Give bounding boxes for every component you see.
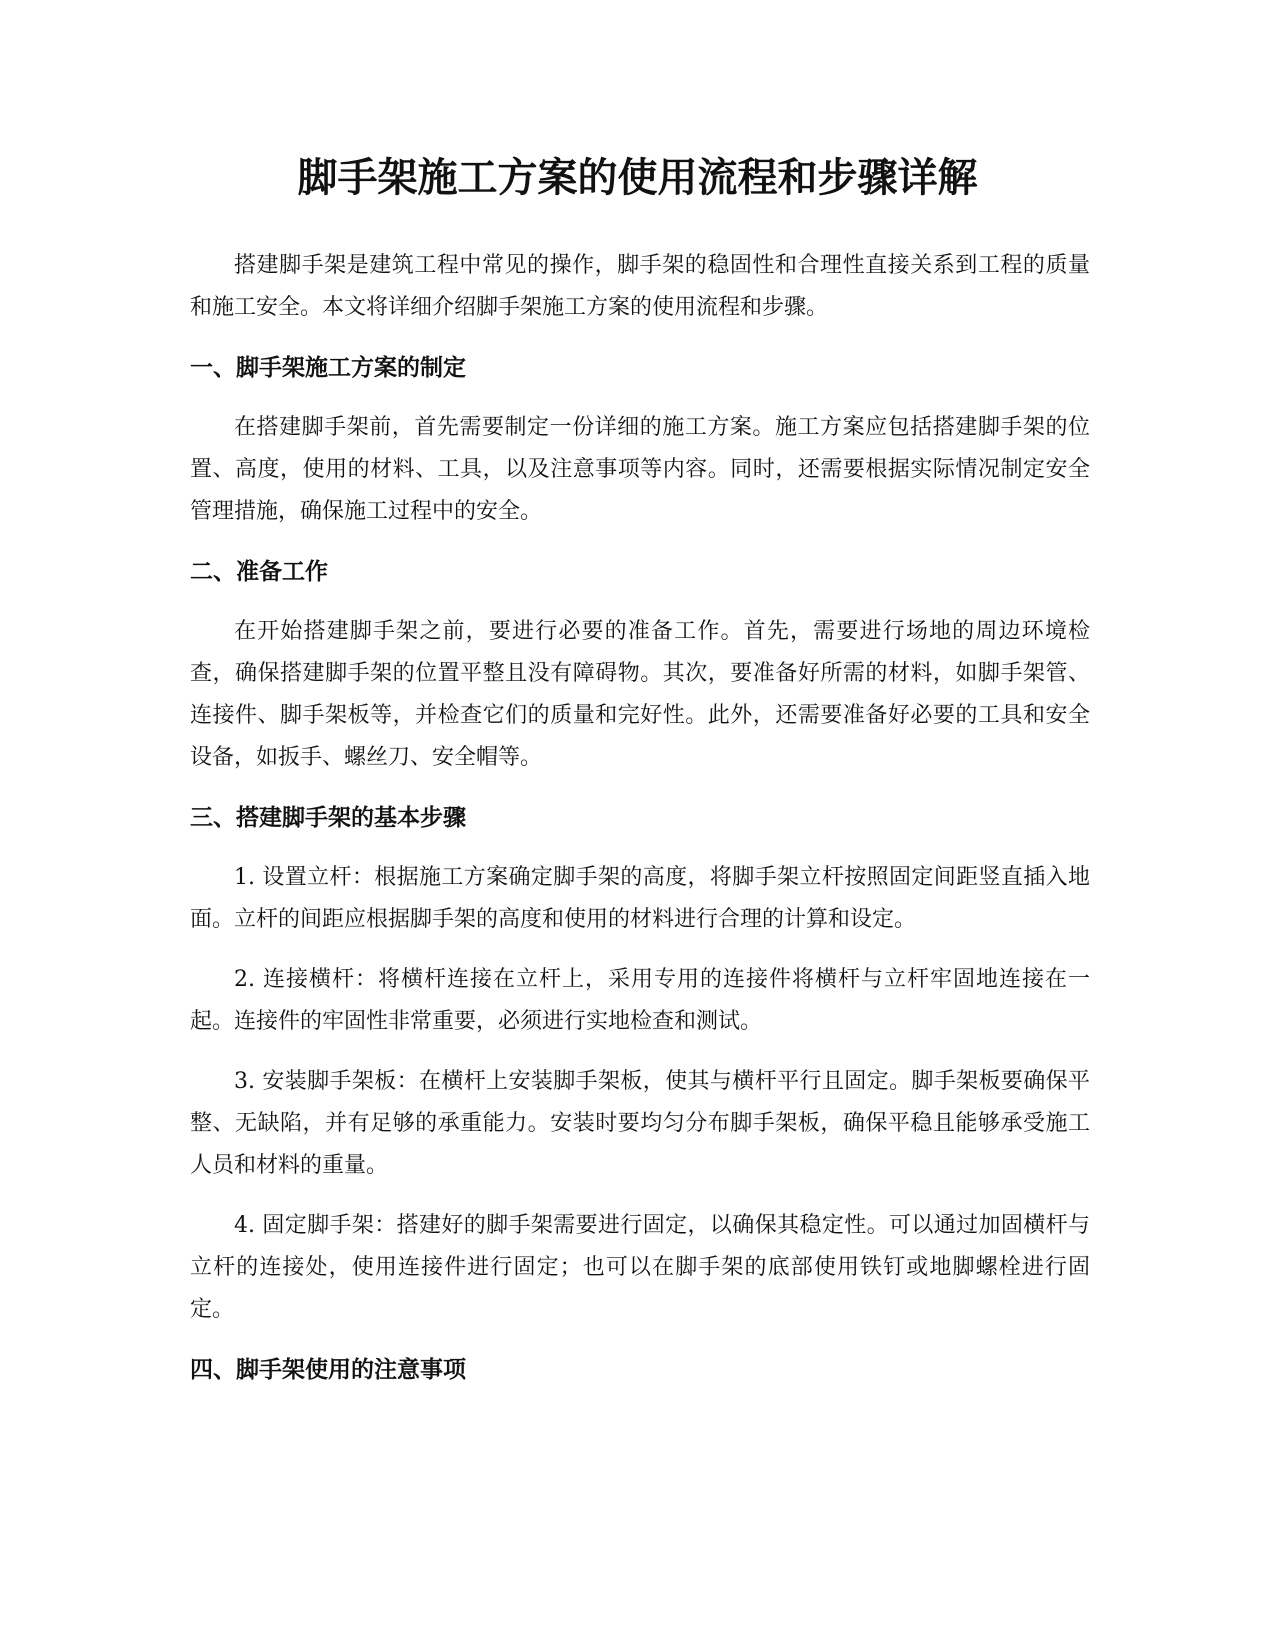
section-heading: 四、脚手架使用的注意事项 xyxy=(190,1357,466,1383)
page-title: 脚手架施工方案的使用流程和步骤详解 xyxy=(297,155,978,201)
step-paragraph: 1. 设置立杆：根据施工方案确定脚手架的高度，将脚手架立杆按照固定间距竖直插入地面。立杆的间距应根据脚手架的高度和使用的材料进行合理的计算和设定。 xyxy=(190,865,1090,932)
document-body xyxy=(190,245,1090,1409)
section-1 xyxy=(190,347,1090,533)
step-paragraph: 4. 固定脚手架：搭建好的脚手架需要进行固定，以确保其稳定性。可以通过加固横杆与立杆的连接处，使用连接件进行固定；也可以在脚手架的底部使用铁钉或地脚螺栓进行固定。 xyxy=(190,1213,1090,1322)
section-4 xyxy=(190,1349,1090,1391)
section-paragraph: 在开始搭建脚手架之前，要进行必要的准备工作。首先，需要进行场地的周边环境检查，确保搭建脚手架的位置平整且没有障碍物。其次，要准备好所需的材料，如脚手架管、连接件、脚手架板等，并检查它们的质量和完好性。此外，还需要准备好必要的工具和安全设备，如扳手、螺丝刀、安全帽等。 xyxy=(190,619,1090,770)
section-2 xyxy=(190,551,1090,779)
intro-paragraph: 搭建脚手架是建筑工程中常见的操作，脚手架的稳固性和合理性直接关系到工程的质量和施工安全。本文将详细介绍脚手架施工方案的使用流程和步骤。 xyxy=(190,253,1090,320)
section-3 xyxy=(190,797,1090,1331)
step-paragraph: 2. 连接横杆：将横杆连接在立杆上，采用专用的连接件将横杆与立杆牢固地连接在一起。连接件的牢固性非常重要，必须进行实地检查和测试。 xyxy=(190,967,1090,1034)
section-paragraph: 在搭建脚手架前，首先需要制定一份详细的施工方案。施工方案应包括搭建脚手架的位置、高度，使用的材料、工具，以及注意事项等内容。同时，还需要根据实际情况制定安全管理措施，确保施工过程中的安全。 xyxy=(190,415,1090,524)
section-heading: 二、准备工作 xyxy=(190,559,328,585)
step-paragraph: 3. 安装脚手架板：在横杆上安装脚手架板，使其与横杆平行且固定。脚手架板要确保平整、无缺陷，并有足够的承重能力。安装时要均匀分布脚手架板，确保平稳且能够承受施工人员和材料的重量。 xyxy=(190,1069,1090,1178)
section-heading: 三、搭建脚手架的基本步骤 xyxy=(190,805,466,831)
section-heading: 一、脚手架施工方案的制定 xyxy=(190,355,466,381)
